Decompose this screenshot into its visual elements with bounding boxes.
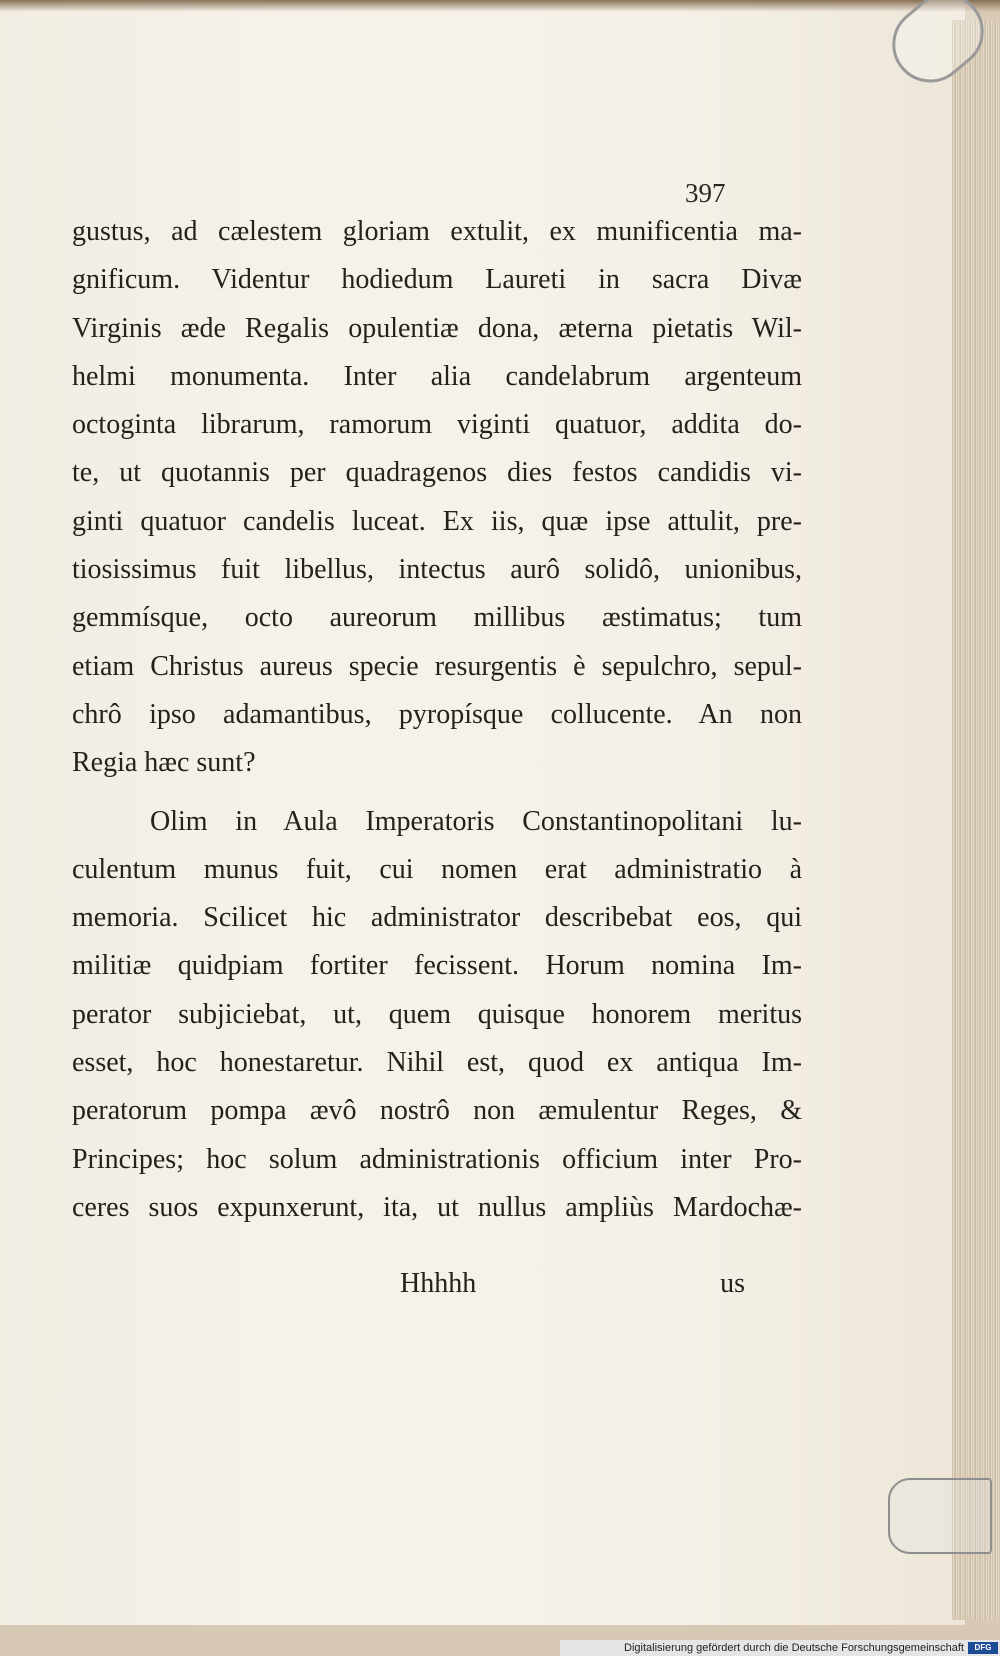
book-page-edges [952,20,1000,1620]
text-line: te, ut quotannis per quadragenos dies festos candidis vi- [72,457,802,489]
text-line: ceres suos expunxerunt, ita, ut nullus ampliùs Mardochæ- [72,1191,802,1223]
text-line: ginti quatuor candelis luceat. Ex iis, quæ ipse attulit, pre- [72,505,802,537]
text-line: peratorum pompa ævô nostrô non æmulentur Reges, & [72,1095,802,1127]
text-line: perator subjiciebat, ut, quem quisque honorem meritus [72,998,802,1030]
dfg-logo-icon: DFG [968,1642,998,1654]
text-line: helmi monumenta. Inter alia candelabrum argenteum [72,360,802,392]
paragraph-break [72,788,802,798]
text-line: esset, hoc honestaretur. Nihil est, quod ex antiqua Im- [72,1047,802,1079]
text-line: culentum munus fuit, cui nomen erat administratio à [72,853,802,885]
text-line: Principes; hoc solum administrationis officium inter Pro- [72,1143,802,1175]
text-line: chrô ipso adamantibus, pyropísque collucente. An non [72,698,802,730]
book-top-shadow [0,0,1000,12]
page-number: 397 [685,178,726,208]
catchword: us [720,1268,745,1299]
text-line: gustus, ad cælestem gloriam extulit, ex munificentia ma- [72,216,802,247]
text-block [72,208,802,1232]
text-line: etiam Christus aureus specie resurgentis è sepulchro, sepul- [72,650,802,682]
digitization-credit [560,1640,1000,1656]
text-line: Virginis æde Regalis opulentiæ dona, æterna pietatis Wil- [72,312,802,344]
signature-mark: Hhhhh [400,1268,477,1299]
text-line: octoginta librarum, ramorum viginti quatuor, addita do- [72,409,802,441]
text-line: Regia hæc sunt? [72,747,256,779]
text-line: tiosissimus fuit libellus, intectus aurô solidô, unionibus, [72,554,802,586]
text-line: Olim in Aula Imperatoris Constantinopolitani lu- [150,805,802,837]
text-line: gnificum. Videntur hodiedum Laureti in sacra Divæ [72,264,802,296]
credit-text: Digitalisierung gefördert durch die Deutsche Forschungsgemeinschaft [624,1642,964,1654]
text-line: gemmísque, octo aureorum millibus æstimatus; tum [72,602,802,634]
page-clip-icon [888,1478,992,1554]
text-line: militiæ quidpiam fortiter fecissent. Horum nomina Im- [72,950,802,982]
text-line: memoria. Scilicet hic administrator describebat eos, qui [72,902,802,934]
